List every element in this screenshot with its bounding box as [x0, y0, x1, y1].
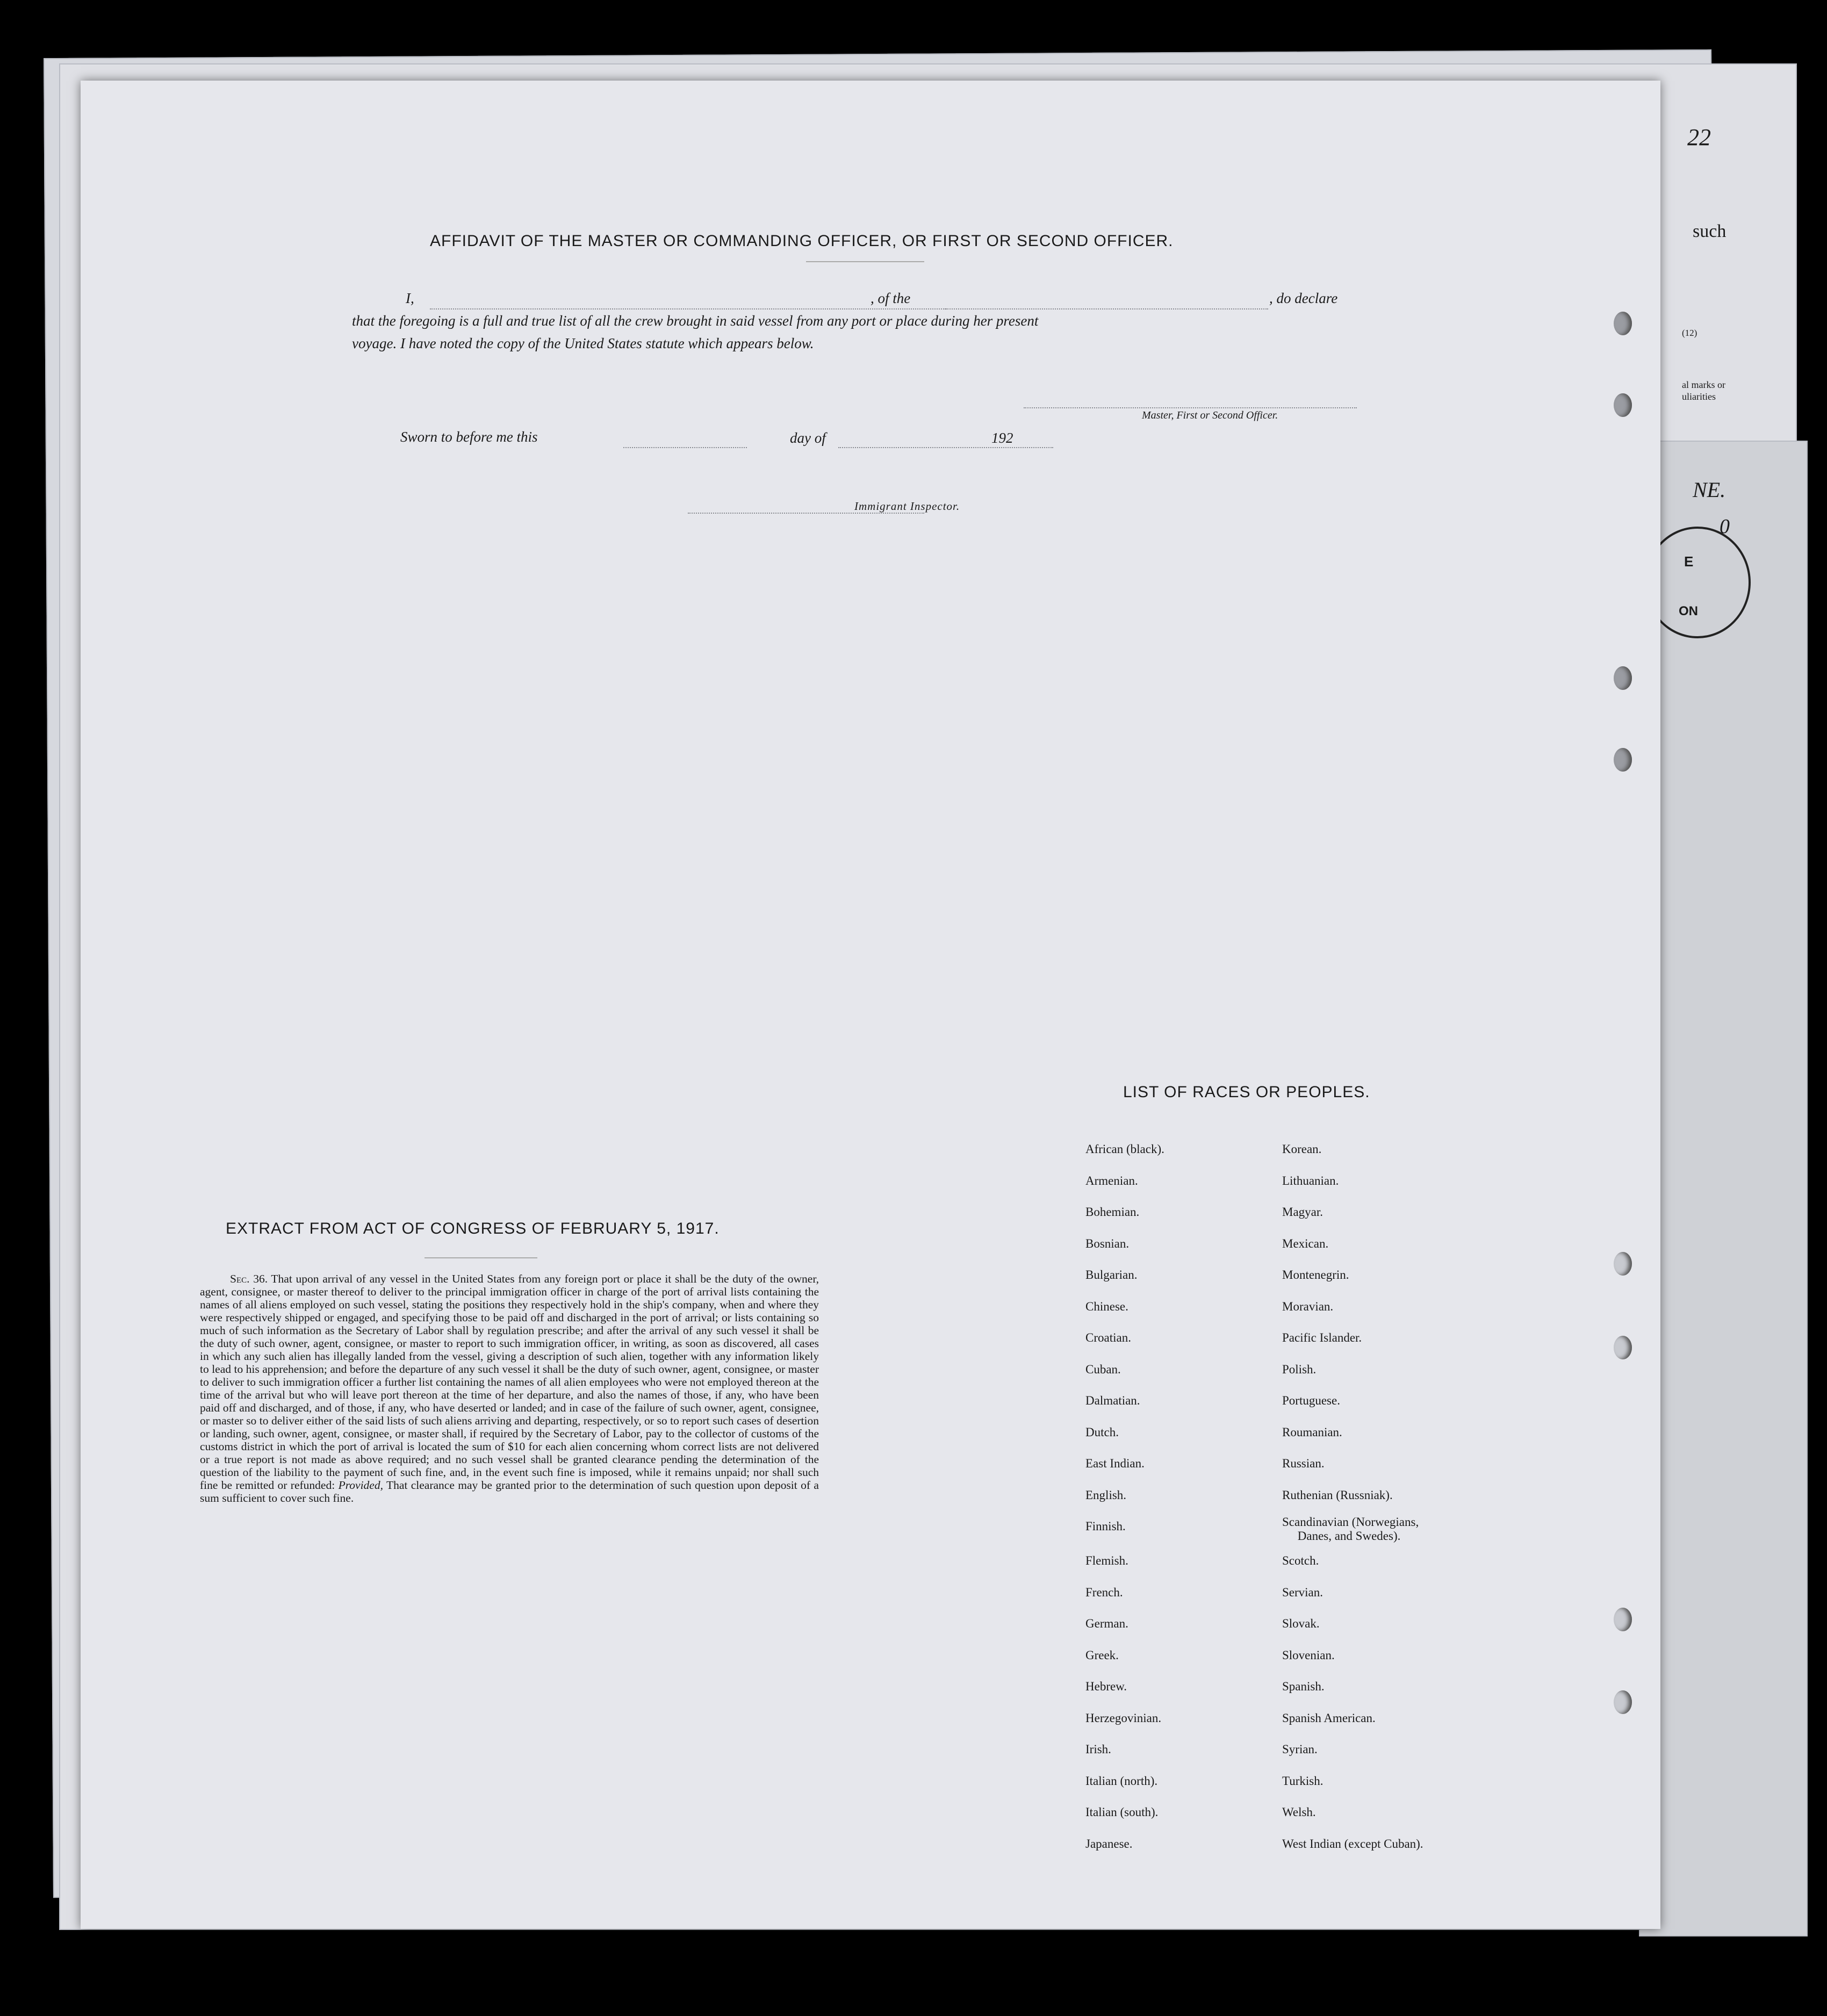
race-item: Syrian. [1282, 1743, 1318, 1756]
race-item: Scandinavian (Norwegians, Danes, and Swedes). [1282, 1515, 1419, 1543]
extract-provided: Provided, [338, 1479, 383, 1492]
race-item: Spanish. [1282, 1680, 1325, 1693]
binder-hole [1614, 1252, 1632, 1276]
affidavit-line-3: voyage. I have noted the copy of the United States statute which appears below. [352, 335, 814, 351]
race-item: Moravian. [1282, 1299, 1334, 1313]
binder-hole [1614, 666, 1632, 690]
race-item: English. [1085, 1488, 1127, 1502]
race-item: Pacific Islander. [1282, 1331, 1362, 1344]
handwritten-ne: NE. [1693, 478, 1726, 502]
race-item: Japanese. [1085, 1837, 1133, 1851]
column-number: (12) [1682, 328, 1697, 338]
race-item: Polish. [1282, 1362, 1317, 1376]
affidavit-of-the: , of the [871, 290, 911, 306]
word-such: such [1693, 221, 1727, 241]
handwritten-zero: 0 [1720, 515, 1730, 538]
race-item: East Indian. [1085, 1457, 1145, 1470]
extract-body-2: That clearance may be granted prior to the determination of such question upon deposit of a sum sufficient to cover such fine. [200, 1479, 819, 1504]
day-of-text: day of [790, 430, 826, 446]
race-item: Slovak. [1282, 1617, 1320, 1630]
race-item: Cuban. [1085, 1362, 1121, 1376]
document-sheet [81, 81, 1660, 1929]
race-item: Servian. [1282, 1585, 1324, 1599]
race-item: Bohemian. [1085, 1205, 1140, 1219]
stamp-text-e: E [1684, 553, 1694, 570]
extract-body [200, 1272, 819, 1504]
extract-title: EXTRACT FROM ACT OF CONGRESS OF FEBRUARY 5, 1917. [226, 1220, 720, 1237]
sworn-day-blank[interactable] [623, 447, 747, 448]
race-item: Herzegovinian. [1085, 1711, 1162, 1725]
races-title: LIST OF RACES OR PEOPLES. [1123, 1083, 1370, 1101]
race-item: Irish. [1085, 1743, 1111, 1756]
race-item: Greek. [1085, 1648, 1119, 1662]
binder-hole [1614, 1690, 1632, 1714]
race-item: Korean. [1282, 1142, 1322, 1156]
race-item: Hebrew. [1085, 1680, 1127, 1693]
vessel-blank[interactable] [946, 308, 1268, 309]
sworn-month-blank[interactable] [838, 447, 1053, 448]
extract-body-1: That upon arrival of any vessel in the United States from any foreign port or place it shall be the duty of the owner, agent, consignee, or master thereof to deliver to the principal immigration officer in charge of the port of arrival lists containing the names of all aliens employed on such vessel, stating the positions they respectively hold in the ship's company, when and where they were respectively shipped or engaged, and specifying those to be paid off and discharged in the port of arrival; or lists containing so much of such information as the Secretary of Labor shall by regulation prescribe; and after the arrival of any such vessel it shall be the duty of such owner, agent, consignee, or master to report to such immigration officer, in writing, as soon as discovered, all cases in which any such alien has illegally landed from the vessel, giving a description of such alien, together with any information likely to lead to his apprehension; and before the departure of any such vessel it shall be the duty of such owner, agent, consignee, or master to deliver to such immigration officer a further list containing the names of all alien employees who were not employed thereon at the time of the arrival but who will leave port thereon at the time of her departure, and also the names of those, if any, who have been paid off and discharged, and of those, if any, who have deserted or landed; and in case of the failure of such owner, agent, consignee, or master so to deliver either of the said lists of such aliens arriving and departing, respectively, or so to report such cases of desertion or landing, such owner, agent, consignee, or master shall, if required by the Secretary of Labor, pay to the collector of customs of the customs district in which the port of arrival is located the sum of $10 for each alien concerning whom correct lists are not delivered or a true report is not made as above required; and no such vessel shall be granted clearance pending the determination of the question of the liability to the payment of such fine, and, in the event such fine is imposed, while it remains unpaid; nor shall such fine be remitted or refunded: [200, 1272, 819, 1492]
race-item: Montenegrin. [1282, 1268, 1349, 1281]
binder-hole [1614, 1336, 1632, 1359]
affidavit-declare: , do declare [1269, 290, 1338, 306]
race-item: Bosnian. [1085, 1236, 1130, 1250]
sworn-text: Sworn to before me this [400, 429, 538, 445]
race-item: Dalmatian. [1085, 1394, 1140, 1407]
master-label: Master, First or Second Officer. [1142, 409, 1278, 421]
affidavit-title-underline [806, 261, 924, 262]
race-item: Italian (south). [1085, 1805, 1159, 1819]
year-text: 192 [991, 430, 1013, 446]
race-item: Turkish. [1282, 1774, 1324, 1788]
race-item: Slovenian. [1282, 1648, 1335, 1662]
binder-hole [1614, 312, 1632, 335]
master-signature-line[interactable] [1024, 407, 1357, 408]
affidavit-title: AFFIDAVIT OF THE MASTER OR COMMANDING OFFICER, OR FIRST OR SECOND OFFICER. [430, 232, 1174, 250]
extract-section-label: Sec. 36. [230, 1272, 268, 1285]
race-item: West Indian (except Cuban). [1282, 1837, 1423, 1851]
race-item: Magyar. [1282, 1205, 1324, 1219]
column-text-2: uliarities [1682, 391, 1716, 402]
binder-hole [1614, 393, 1632, 417]
affidavit-line-2: that the foregoing is a full and true list of all the crew brought in said vessel from any port or place during her present [352, 313, 1039, 329]
race-item: Russian. [1282, 1457, 1325, 1470]
name-blank[interactable] [430, 308, 946, 309]
race-item: Portuguese. [1282, 1394, 1340, 1407]
binder-hole [1614, 748, 1632, 772]
binder-hole [1614, 1608, 1632, 1631]
race-item: Roumanian. [1282, 1425, 1342, 1439]
race-item: Lithuanian. [1282, 1173, 1339, 1187]
page-number: 22 [1687, 124, 1711, 150]
race-item: German. [1085, 1617, 1128, 1630]
race-item: Armenian. [1085, 1173, 1138, 1187]
races-column-1 [1085, 1134, 1164, 1860]
race-item: French. [1085, 1585, 1123, 1599]
race-item: Bulgarian. [1085, 1268, 1138, 1281]
affidavit-i: I, [406, 290, 414, 306]
race-item: Ruthenian (Russniak). [1282, 1488, 1393, 1502]
races-column-2 [1282, 1134, 1423, 1860]
race-item: Welsh. [1282, 1805, 1316, 1819]
column-text-1: al marks or [1682, 379, 1725, 390]
race-item: Chinese. [1085, 1299, 1128, 1313]
race-item: Spanish American. [1282, 1711, 1376, 1725]
inspector-label: Immigrant Inspector. [854, 500, 960, 513]
extract-title-underline [425, 1257, 537, 1258]
race-item: Croatian. [1085, 1331, 1131, 1344]
stamp-text-on: ON [1679, 604, 1698, 618]
race-item: Finnish. [1085, 1520, 1126, 1533]
race-item: Italian (north). [1085, 1774, 1158, 1788]
race-item: Flemish. [1085, 1554, 1128, 1567]
race-item: Scotch. [1282, 1554, 1319, 1567]
race-item: Mexican. [1282, 1236, 1329, 1250]
underlying-sheet-strip [1677, 75, 1800, 1365]
race-item: African (black). [1085, 1142, 1164, 1156]
race-item: Dutch. [1085, 1425, 1119, 1439]
